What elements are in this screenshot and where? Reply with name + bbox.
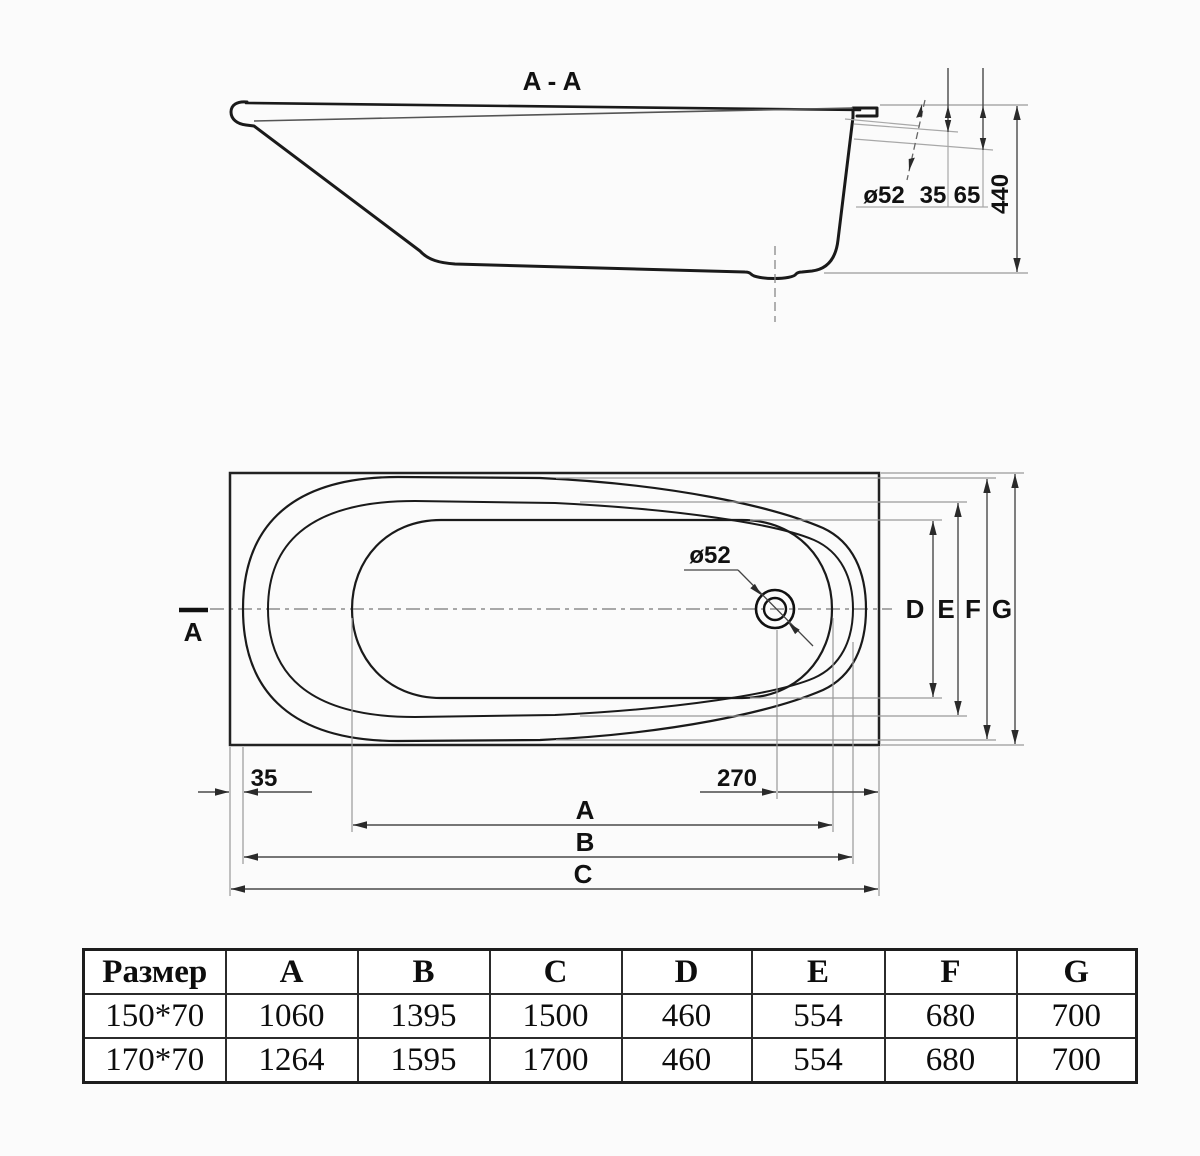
top-view [179, 473, 1024, 896]
width-mid-label: E [937, 594, 955, 624]
width-overall-label: G [991, 594, 1013, 624]
cell-size: 170*70 [84, 1038, 226, 1083]
cell-a: 1264 [226, 1038, 358, 1083]
length-dimensions [231, 795, 878, 889]
height-dimension [987, 106, 1017, 272]
width-rim-label: F [965, 594, 981, 624]
plan-drain-dimension [684, 542, 813, 646]
drain-offset-dimension [700, 765, 878, 792]
rim-overflow-dimension [920, 68, 952, 209]
section-cut-letter: A [183, 617, 203, 647]
header-e: E [752, 950, 885, 995]
cell-c: 1500 [490, 994, 622, 1038]
cell-g: 700 [1017, 1038, 1137, 1083]
section-drain-label: ø52 [863, 182, 905, 209]
cell-g: 700 [1017, 994, 1137, 1038]
cell-e: 554 [752, 994, 885, 1038]
plan-drain-label: ø52 [689, 542, 731, 569]
dim35-label: 35 [919, 182, 947, 209]
header-d: D [622, 950, 752, 995]
cell-size: 150*70 [84, 994, 226, 1038]
header-a: A [226, 950, 358, 995]
dim65-label: 65 [953, 182, 981, 209]
section-view-title: A - A [522, 66, 582, 96]
section-view [231, 66, 1028, 322]
table-row [84, 994, 1137, 1038]
height-dimension-label: 440 [987, 173, 1014, 214]
cell-d: 460 [622, 994, 752, 1038]
header-c: C [490, 950, 622, 995]
header-g: G [1017, 950, 1137, 995]
cell-d: 460 [622, 1038, 752, 1083]
cell-e: 554 [752, 1038, 885, 1083]
cell-b: 1595 [358, 1038, 490, 1083]
width-dimensions [906, 474, 1015, 744]
rim-gap-dimension [198, 765, 312, 792]
drain-offset-label: 270 [716, 765, 758, 792]
rim-waterline-dimension [954, 68, 987, 209]
cell-f: 680 [885, 1038, 1017, 1083]
rim-gap-label: 35 [250, 765, 278, 792]
table-row [84, 1038, 1137, 1083]
cell-c: 1700 [490, 1038, 622, 1083]
header-size: Размер [84, 950, 226, 995]
length-extension-lines [230, 618, 879, 896]
cell-b: 1395 [358, 994, 490, 1038]
table-header-row [84, 950, 1137, 995]
cell-f: 680 [885, 994, 1017, 1038]
section-cut-marker [179, 610, 208, 647]
length-overall-label: C [573, 859, 593, 889]
length-inner-label: A [575, 795, 595, 825]
dimensions-table [82, 948, 1138, 1084]
length-rim-label: B [575, 827, 595, 857]
tub-profile [231, 102, 877, 279]
header-f: F [885, 950, 1017, 995]
header-b: B [358, 950, 490, 995]
width-inner-label: D [905, 594, 925, 624]
cell-a: 1060 [226, 994, 358, 1038]
tub-floor-edge [352, 520, 832, 698]
